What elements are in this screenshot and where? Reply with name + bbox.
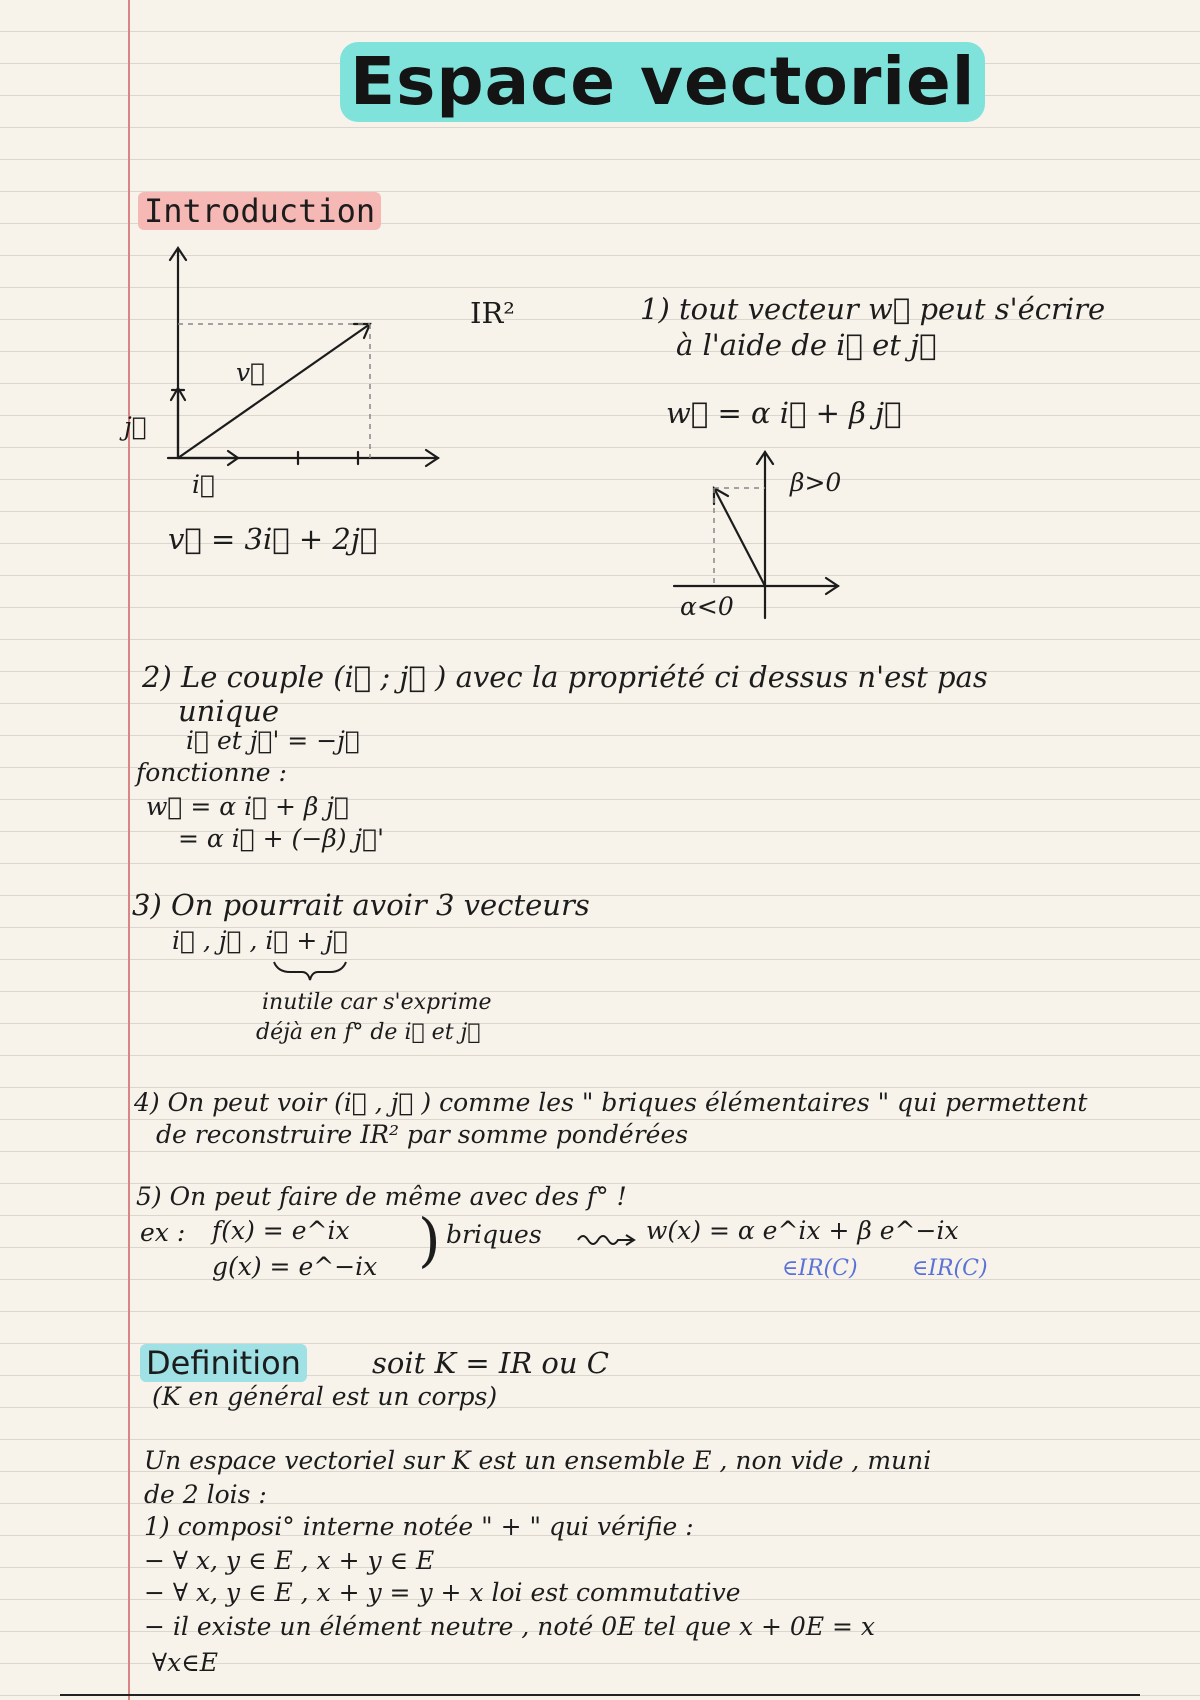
definition-line3: 1) composi° interne notée " + " qui vérifie : [144, 1512, 694, 1541]
definition-line2: de 2 lois : [144, 1480, 267, 1509]
point5-w: w(x) = α e^ix + β e^−ix [646, 1216, 959, 1245]
v-equation: v⃗ = 3i⃗ + 2j⃗ [168, 522, 378, 556]
squiggle-arrow [576, 1230, 638, 1250]
right-brace: ) [418, 1206, 441, 1274]
definition-item4: ∀x∈E [152, 1648, 218, 1677]
intro-heading: Introduction [138, 192, 381, 230]
point2-line6: = α i⃗ + (−β) j⃗' [178, 824, 385, 853]
alpha-domain: ∈IR(C) [782, 1256, 858, 1281]
point2-line1: 2) Le couple (i⃗ ; j⃗ ) avec la propriété ci dessus n'est pas [142, 660, 988, 694]
alpha-negative-label: α<0 [680, 592, 734, 621]
beta-positive-label: β>0 [790, 468, 842, 497]
point3-note1: inutile car s'exprime [262, 990, 492, 1015]
definition-item1: − ∀ x, y ∈ E , x + y ∈ E [144, 1546, 435, 1575]
v-label: v⃗ [236, 358, 266, 387]
point5-f: f(x) = e^ix [212, 1216, 350, 1245]
vector-graph-1 [120, 240, 450, 500]
definition-soit: soit K = IR ou C [372, 1346, 609, 1380]
j-label: j⃗ [124, 412, 147, 441]
point2-line4: fonctionne : [136, 758, 287, 787]
point4-line2: de reconstruire IR² par somme pondérées [156, 1120, 689, 1149]
definition-item2: − ∀ x, y ∈ E , x + y = y + x loi est commutative [144, 1578, 741, 1607]
point1-line2: à l'aide de i⃗ et j⃗ [676, 328, 937, 362]
page-title: Espace vectoriel [340, 42, 985, 122]
definition-corps: (K en général est un corps) [152, 1382, 498, 1411]
definition-line1: Un espace vectoriel sur K est un ensemble E , non vide , muni [144, 1446, 932, 1475]
r2-label: IR² [470, 296, 515, 330]
point1-equation: w⃗ = α i⃗ + β j⃗ [666, 396, 902, 430]
definition-item3: − il existe un élément neutre , noté 0E tel que x + 0E = x [144, 1612, 876, 1641]
point4-line1: 4) On peut voir (i⃗ , j⃗ ) comme les " briques élémentaires " qui permettent [134, 1088, 1088, 1117]
point2-line3: i⃗ et j⃗' = −j⃗ [186, 726, 360, 755]
i-label: i⃗ [192, 470, 215, 499]
bottom-rule [60, 1694, 1140, 1696]
underbrace [270, 958, 350, 982]
point2-line2: unique [178, 694, 280, 728]
point5-briques: briques [446, 1220, 542, 1249]
point3-line2: i⃗ , j⃗ , i⃗ + j⃗ [172, 926, 349, 955]
point5-ex: ex : [140, 1218, 186, 1247]
beta-domain: ∈IR(C) [912, 1256, 988, 1281]
point5-g: g(x) = e^−ix [212, 1252, 378, 1281]
point3-line1: 3) On pourrait avoir 3 vecteurs [132, 888, 590, 922]
point2-line5: w⃗ = α i⃗ + β j⃗ [146, 792, 350, 821]
point1-line1: 1) tout vecteur w⃗ peut s'écrire [640, 292, 1106, 326]
definition-heading: Definition [140, 1344, 307, 1382]
point5-line1: 5) On peut faire de même avec des f° ! [136, 1182, 627, 1211]
point3-note2: déjà en f° de i⃗ et j⃗ [256, 1020, 481, 1045]
